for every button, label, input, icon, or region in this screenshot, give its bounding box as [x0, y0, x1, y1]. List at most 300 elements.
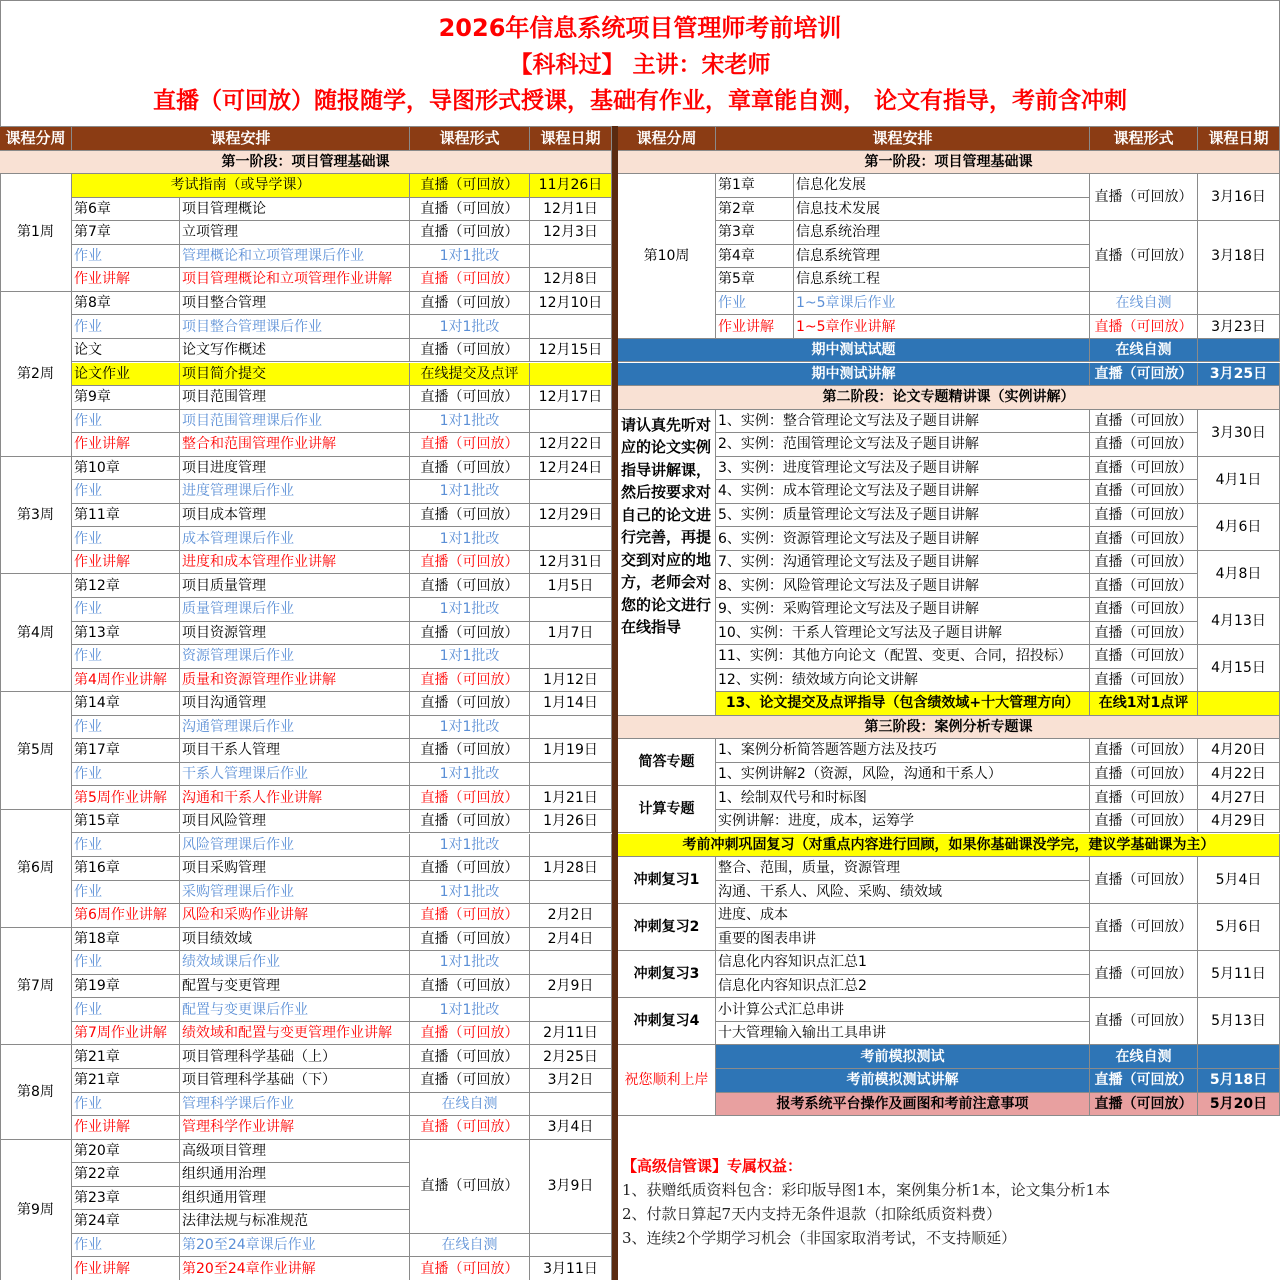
chapter-label: 第2章: [716, 198, 794, 222]
final-title: 报考系统平台操作及画图和考前注意事项: [716, 1093, 1090, 1117]
lesson-format: 在线自测: [1090, 292, 1198, 316]
lesson-format: 1对1批改: [410, 951, 530, 975]
lesson-date: 12月1日: [530, 198, 612, 222]
sprint-item: 沟通、干系人、风险、采购、绩效域: [716, 881, 1090, 905]
lesson-title: 成本管理课后作业: [180, 527, 410, 551]
lesson-title: 采购管理课后作业: [180, 881, 410, 905]
benefit-item: 1、获赠纸质资料包含：彩印版导图1本，案例集分析1本，论文集分析1本: [622, 1181, 1111, 1199]
essay-date: 4月1日: [1198, 457, 1280, 504]
lesson-title: 进度管理课后作业: [180, 480, 410, 504]
case-title: 1、案例分析简答题答题方法及技巧: [716, 739, 1090, 763]
week-label: 第9周: [0, 1140, 72, 1280]
lesson-date: 12月22日: [530, 433, 612, 457]
lesson-date: [530, 951, 612, 975]
lesson-date: 3月16日: [1198, 174, 1280, 221]
essay-format: 直播（可回放）: [1090, 480, 1198, 504]
lesson-date: 1月26日: [530, 810, 612, 834]
lesson-format: 1对1批改: [410, 480, 530, 504]
week-label: 第2周: [0, 292, 72, 457]
chapter-label: 作业: [72, 598, 180, 622]
final-date: 5月18日: [1198, 1069, 1280, 1093]
case-format: 直播（可回放）: [1090, 810, 1198, 834]
lesson-date: [530, 1093, 612, 1117]
sprint-item: 信息化内容知识点汇总2: [716, 975, 1090, 999]
benefit-item: 3、连续2个学期学习机会（非国家取消考试，不支持顺延）: [622, 1229, 1017, 1247]
sprint-date: 5月6日: [1198, 904, 1280, 951]
midterm-title: 期中测试讲解: [618, 363, 1090, 387]
chapter-label: 第23章: [72, 1187, 180, 1211]
lesson-format: 直播（可回放）: [1090, 221, 1198, 292]
lesson-format: 1对1批改: [410, 315, 530, 339]
chapter-label: 第17章: [72, 739, 180, 763]
lesson-title: 项目整合管理课后作业: [180, 315, 410, 339]
lesson-format: 直播（可回放）: [410, 1140, 530, 1234]
chapter-label: 作业: [72, 998, 180, 1022]
page-title: 2026年信息系统项目管理师考前培训: [438, 14, 842, 42]
lesson-format: 直播（可回放）: [410, 433, 530, 457]
lesson-date: 2月4日: [530, 928, 612, 952]
lesson-date: [530, 716, 612, 740]
sprint-format: 直播（可回放）: [1090, 857, 1198, 904]
case-title: 实例讲解：进度，成本，运筹学: [716, 810, 1090, 834]
lesson-date: 3月2日: [530, 1069, 612, 1093]
midterm-format: 直播（可回放）: [1090, 363, 1198, 387]
essay-date: 4月8日: [1198, 551, 1280, 598]
chapter-label: 第4章: [716, 245, 794, 269]
essay-date: 4月6日: [1198, 504, 1280, 551]
chapter-label: 作业讲解: [716, 315, 794, 339]
chapter-label: 作业: [72, 410, 180, 434]
chapter-label: 作业: [72, 1093, 180, 1117]
case-date: 4月20日: [1198, 739, 1280, 763]
lesson-format: 直播（可回放）: [410, 1045, 530, 1069]
lesson-title: 项目质量管理: [180, 574, 410, 598]
case-group-label: 简答专题: [618, 739, 716, 786]
week-label: 第5周: [0, 692, 72, 810]
lesson-format: 直播（可回放）: [410, 1116, 530, 1140]
lesson-format: 直播（可回放）: [410, 339, 530, 363]
final-format: 直播（可回放）: [1090, 1093, 1198, 1117]
page-tagline: 直播（可回放）随报随学，导图形式授课，基础有作业，章章能自测， 论文有指导，考前含冲刺: [152, 88, 1127, 114]
case-date: 4月29日: [1198, 810, 1280, 834]
essay-date: 4月15日: [1198, 645, 1280, 692]
lesson-format: 直播（可回放）: [410, 692, 530, 716]
lesson-title: 考试指南（或导学课）: [72, 174, 410, 198]
column-header-week: 课程分周: [618, 127, 716, 151]
midterm-date: [1198, 339, 1280, 363]
lesson-format: 1对1批改: [410, 998, 530, 1022]
chapter-label: 作业: [72, 245, 180, 269]
lesson-title: 信息系统工程: [794, 268, 1090, 292]
sprint-label: 冲刺复习4: [618, 998, 716, 1045]
lesson-title: 项目简介提交: [180, 363, 410, 387]
lesson-title: 质量管理课后作业: [180, 598, 410, 622]
lesson-date: [530, 245, 612, 269]
essay-format: 在线1对1点评: [1090, 692, 1198, 716]
chapter-label: 作业: [716, 292, 794, 316]
chapter-label: 第6周作业讲解: [72, 904, 180, 928]
lesson-date: 1月14日: [530, 692, 612, 716]
final-title: 考前模拟测试: [716, 1045, 1090, 1069]
essay-format: 直播（可回放）: [1090, 457, 1198, 481]
lesson-title: 信息化发展: [794, 174, 1090, 198]
week-label: 第6周: [0, 810, 72, 928]
chapter-label: 第16章: [72, 857, 180, 881]
chapter-label: 论文: [72, 339, 180, 363]
chapter-label: 作业: [72, 480, 180, 504]
lesson-format: 1对1批改: [410, 716, 530, 740]
essay-date: 3月30日: [1198, 410, 1280, 457]
case-title: 1、实例讲解2（资源，风险，沟通和干系人）: [716, 763, 1090, 787]
stage-title: 第三阶段：案例分析专题课: [618, 716, 1280, 740]
lesson-title: 绩效域课后作业: [180, 951, 410, 975]
chapter-label: 第15章: [72, 810, 180, 834]
lesson-title: 信息技术发展: [794, 198, 1090, 222]
lesson-title: 1~5章作业讲解: [794, 315, 1090, 339]
column-header-format: 课程形式: [410, 127, 530, 151]
week-label: 第10周: [618, 174, 716, 339]
sprint-item: 重要的图表串讲: [716, 928, 1090, 952]
lesson-format: 直播（可回放）: [410, 574, 530, 598]
essay-title: 3、实例：进度管理论文写法及子题目讲解: [716, 457, 1090, 481]
essay-title: 7、实例：沟通管理论文写法及子题目讲解: [716, 551, 1090, 575]
sprint-item: 整合、范围，质量，资源管理: [716, 857, 1090, 881]
lesson-title: 第20至24章作业讲解: [180, 1257, 410, 1280]
essay-title: 1、实例：整合管理论文写法及子题目讲解: [716, 410, 1090, 434]
lesson-date: [530, 480, 612, 504]
lesson-format: 直播（可回放）: [410, 857, 530, 881]
chapter-label: 第18章: [72, 928, 180, 952]
lesson-date: 12月31日: [530, 551, 612, 575]
essay-title: 4、实例：成本管理论文写法及子题目讲解: [716, 480, 1090, 504]
chapter-label: 作业: [72, 527, 180, 551]
lesson-date: 1月7日: [530, 622, 612, 646]
benefit-item: 2、付款日算起7天内支持无条件退款（扣除纸质资料费）: [622, 1205, 1002, 1223]
lesson-title: 第20至24章课后作业: [180, 1234, 410, 1258]
lesson-date: [530, 998, 612, 1022]
lesson-format: 1对1批改: [410, 598, 530, 622]
lesson-date: 3月9日: [530, 1140, 612, 1234]
lesson-title: 风险和采购作业讲解: [180, 904, 410, 928]
essay-title: 11、实例：其他方向论文（配置、变更、合同，招投标）: [716, 645, 1090, 669]
lesson-format: 直播（可回放）: [410, 928, 530, 952]
lesson-title: 管理科学课后作业: [180, 1093, 410, 1117]
chapter-label: 第4周作业讲解: [72, 669, 180, 693]
benefits-box: [622, 1154, 1272, 1250]
lesson-title: 项目管理科学基础（上）: [180, 1045, 410, 1069]
essay-format: 直播（可回放）: [1090, 645, 1198, 669]
midterm-date: 3月25日: [1198, 363, 1280, 387]
benefits-title: 【高级信管课】专属权益：: [622, 1157, 803, 1175]
chapter-label: 第10章: [72, 457, 180, 481]
lesson-format: 1对1批改: [410, 245, 530, 269]
lesson-date: 12月8日: [530, 268, 612, 292]
lesson-title: 项目管理概论和立项管理作业讲解: [180, 268, 410, 292]
lesson-date: 11月26日: [530, 174, 612, 198]
sprint-format: 直播（可回放）: [1090, 951, 1198, 998]
lesson-title: 项目整合管理: [180, 292, 410, 316]
lesson-title: 干系人管理课后作业: [180, 763, 410, 787]
lesson-title: 信息系统管理: [794, 245, 1090, 269]
lesson-date: 12月17日: [530, 386, 612, 410]
lesson-title: 管理概论和立项管理课后作业: [180, 245, 410, 269]
lesson-date: 3月11日: [530, 1257, 612, 1280]
case-format: 直播（可回放）: [1090, 739, 1198, 763]
lesson-format: 直播（可回放）: [410, 904, 530, 928]
chapter-label: 第21章: [72, 1069, 180, 1093]
lesson-title: 项目绩效域: [180, 928, 410, 952]
lesson-date: 1月5日: [530, 574, 612, 598]
essay-format: 直播（可回放）: [1090, 410, 1198, 434]
lesson-date: 12月24日: [530, 457, 612, 481]
lesson-date: 12月15日: [530, 339, 612, 363]
chapter-label: 第11章: [72, 504, 180, 528]
lesson-format: 在线自测: [410, 1093, 530, 1117]
essay-title: 10、实例：干系人管理论文写法及子题目讲解: [716, 622, 1090, 646]
lesson-date: 1月21日: [530, 786, 612, 810]
lesson-title: 法律法规与标准规范: [180, 1210, 410, 1234]
lesson-title: 项目沟通管理: [180, 692, 410, 716]
lesson-title: 项目范围管理课后作业: [180, 410, 410, 434]
lesson-title: 配置与变更管理: [180, 975, 410, 999]
essay-format: 直播（可回放）: [1090, 504, 1198, 528]
sprint-item: 信息化内容知识点汇总1: [716, 951, 1090, 975]
week-label: 第4周: [0, 574, 72, 692]
chapter-label: 作业讲解: [72, 551, 180, 575]
essay-format: 直播（可回放）: [1090, 551, 1198, 575]
lesson-format: 1对1批改: [410, 645, 530, 669]
lesson-title: 项目采购管理: [180, 857, 410, 881]
lesson-title: 项目干系人管理: [180, 739, 410, 763]
essay-format: 直播（可回放）: [1090, 598, 1198, 622]
final-date: 5月20日: [1198, 1093, 1280, 1117]
chapter-label: 第12章: [72, 574, 180, 598]
lesson-title: 项目范围管理: [180, 386, 410, 410]
lesson-format: 1对1批改: [410, 410, 530, 434]
lesson-format: 直播（可回放）: [410, 669, 530, 693]
sprint-item: 十大管理输入输出工具串讲: [716, 1022, 1090, 1046]
chapter-label: 第6章: [72, 198, 180, 222]
case-date: 4月22日: [1198, 763, 1280, 787]
lesson-title: 1~5章课后作业: [794, 292, 1090, 316]
essay-format: 直播（可回放）: [1090, 527, 1198, 551]
chapter-label: 第8章: [72, 292, 180, 316]
case-date: 4月27日: [1198, 786, 1280, 810]
stage-title: 第二阶段：论文专题精讲课（实例讲解）: [618, 386, 1280, 410]
lesson-date: 2月2日: [530, 904, 612, 928]
chapter-label: 第1章: [716, 174, 794, 198]
stage-title: 第一阶段：项目管理基础课: [0, 151, 612, 175]
chapter-label: 第20章: [72, 1140, 180, 1164]
lesson-title: 整合和范围管理作业讲解: [180, 433, 410, 457]
essay-title: 6、实例：资源管理论文写法及子题目讲解: [716, 527, 1090, 551]
lesson-format: 直播（可回放）: [410, 504, 530, 528]
case-title: 1、绘制双代号和时标图: [716, 786, 1090, 810]
lesson-date: 1月28日: [530, 857, 612, 881]
lesson-date: 3月23日: [1198, 315, 1280, 339]
lesson-date: 3月4日: [530, 1116, 612, 1140]
lesson-format: 直播（可回放）: [410, 221, 530, 245]
lesson-date: 1月19日: [530, 739, 612, 763]
chapter-label: 第5周作业讲解: [72, 786, 180, 810]
final-format: 直播（可回放）: [1090, 1069, 1198, 1093]
lesson-title: 沟通和干系人作业讲解: [180, 786, 410, 810]
lesson-format: 直播（可回放）: [410, 386, 530, 410]
lesson-date: 2月11日: [530, 1022, 612, 1046]
lesson-date: [530, 598, 612, 622]
lesson-date: [530, 881, 612, 905]
chapter-label: 第14章: [72, 692, 180, 716]
case-format: 直播（可回放）: [1090, 763, 1198, 787]
lesson-date: 12月3日: [530, 221, 612, 245]
column-header-date: 课程日期: [530, 127, 612, 151]
chapter-label: 第9章: [72, 386, 180, 410]
lesson-date: [530, 834, 612, 858]
essay-format: 直播（可回放）: [1090, 669, 1198, 693]
chapter-label: 第13章: [72, 622, 180, 646]
chapter-label: 作业讲解: [72, 433, 180, 457]
midterm-format: 在线自测: [1090, 339, 1198, 363]
chapter-label: 第24章: [72, 1210, 180, 1234]
lesson-title: 项目管理概论: [180, 198, 410, 222]
sprint-format: 直播（可回放）: [1090, 998, 1198, 1045]
lesson-format: 直播（可回放）: [1090, 174, 1198, 221]
lesson-title: 沟通管理课后作业: [180, 716, 410, 740]
chapter-label: 作业: [72, 834, 180, 858]
final-title: 考前模拟测试讲解: [716, 1069, 1090, 1093]
essay-date: 4月13日: [1198, 598, 1280, 645]
lesson-date: [530, 410, 612, 434]
lesson-title: 组织通用管理: [180, 1187, 410, 1211]
lesson-title: 进度和成本管理作业讲解: [180, 551, 410, 575]
lesson-format: 1对1批改: [410, 527, 530, 551]
chapter-label: 作业讲解: [72, 1257, 180, 1280]
lesson-date: [530, 527, 612, 551]
sprint-title: 考前冲刺巩固复习（对重点内容进行回顾，如果你基础课没学完，建议学基础课为主）: [618, 834, 1280, 858]
lesson-format: 在线自测: [410, 1234, 530, 1258]
chapter-label: 作业: [72, 763, 180, 787]
chapter-label: 作业: [72, 1234, 180, 1258]
essay-format: 直播（可回放）: [1090, 433, 1198, 457]
page-subtitle: 【科科过】 主讲：宋老师: [509, 52, 771, 78]
lesson-format: 直播（可回放）: [410, 786, 530, 810]
lesson-format: 直播（可回放）: [410, 739, 530, 763]
lesson-format: 直播（可回放）: [410, 551, 530, 575]
lesson-title: 组织通用治理: [180, 1163, 410, 1187]
lesson-date: [530, 645, 612, 669]
essay-date: [1198, 692, 1280, 716]
lesson-title: 高级项目管理: [180, 1140, 410, 1164]
chapter-label: 作业: [72, 881, 180, 905]
case-group-label: 计算专题: [618, 786, 716, 833]
essay-title: 5、实例：质量管理论文写法及子题目讲解: [716, 504, 1090, 528]
case-format: 直播（可回放）: [1090, 786, 1198, 810]
chapter-label: 作业讲解: [72, 1116, 180, 1140]
column-header-format: 课程形式: [1090, 127, 1198, 151]
week-label: 第1周: [0, 174, 72, 292]
week-label: 第7周: [0, 928, 72, 1046]
lesson-title: 绩效域和配置与变更管理作业讲解: [180, 1022, 410, 1046]
lesson-date: 2月9日: [530, 975, 612, 999]
essay-format: 直播（可回放）: [1090, 622, 1198, 646]
sprint-format: 直播（可回放）: [1090, 904, 1198, 951]
lesson-title: 项目资源管理: [180, 622, 410, 646]
sprint-label: 冲刺复习3: [618, 951, 716, 998]
lesson-format: 1对1批改: [410, 763, 530, 787]
lesson-format: 直播（可回放）: [410, 457, 530, 481]
lesson-date: [530, 763, 612, 787]
sprint-date: 5月13日: [1198, 998, 1280, 1045]
lesson-title: 项目进度管理: [180, 457, 410, 481]
final-format: 在线自测: [1090, 1045, 1198, 1069]
lesson-date: 12月29日: [530, 504, 612, 528]
lesson-title: 论文写作概述: [180, 339, 410, 363]
lesson-title: 立项管理: [180, 221, 410, 245]
lesson-format: 在线提交及点评: [410, 363, 530, 387]
lesson-date: [1198, 292, 1280, 316]
column-header-week: 课程分周: [0, 127, 72, 151]
chapter-label: 作业: [72, 716, 180, 740]
week-label: 第3周: [0, 457, 72, 575]
week-label: 第8周: [0, 1045, 72, 1139]
lesson-title: 资源管理课后作业: [180, 645, 410, 669]
chapter-label: 第19章: [72, 975, 180, 999]
chapter-label: 第22章: [72, 1163, 180, 1187]
lesson-format: 1对1批改: [410, 881, 530, 905]
sprint-item: 进度、成本: [716, 904, 1090, 928]
final-date: [1198, 1045, 1280, 1069]
lesson-date: 3月18日: [1198, 221, 1280, 292]
sprint-date: 5月4日: [1198, 857, 1280, 904]
lesson-format: 直播（可回放）: [410, 1069, 530, 1093]
essay-title: 2、实例：范围管理论文写法及子题目讲解: [716, 433, 1090, 457]
lesson-title: 风险管理课后作业: [180, 834, 410, 858]
chapter-label: 作业: [72, 951, 180, 975]
lesson-date: 1月12日: [530, 669, 612, 693]
sprint-label: 冲刺复习1: [618, 857, 716, 904]
lesson-title: 配置与变更课后作业: [180, 998, 410, 1022]
essay-title: 9、实例：采购管理论文写法及子题目讲解: [716, 598, 1090, 622]
essay-title: 12、实例：绩效域方向论文讲解: [716, 669, 1090, 693]
lesson-format: 直播（可回放）: [410, 268, 530, 292]
lesson-date: [530, 315, 612, 339]
essay-title: 8、实例：风险管理论文写法及子题目讲解: [716, 574, 1090, 598]
chapter-label: 第21章: [72, 1045, 180, 1069]
chapter-label: 第7章: [72, 221, 180, 245]
chapter-label: 第7周作业讲解: [72, 1022, 180, 1046]
chapter-label: 第5章: [716, 268, 794, 292]
column-header-content: 课程安排: [716, 127, 1090, 151]
sprint-label: 冲刺复习2: [618, 904, 716, 951]
lesson-format: 直播（可回放）: [410, 1022, 530, 1046]
page-header: [0, 0, 1280, 126]
essay-format: 直播（可回放）: [1090, 574, 1198, 598]
midterm-title: 期中测试试题: [618, 339, 1090, 363]
lesson-format: 直播（可回放）: [410, 198, 530, 222]
lesson-title: 质量和资源管理作业讲解: [180, 669, 410, 693]
column-header-content: 课程安排: [72, 127, 410, 151]
essay-instructions: 请认真先听对应的论文实例指导讲解课，然后按要求对自己的论文进行完善，再提交到对应的地方，老师会对您的论文进行在线指导: [618, 410, 716, 716]
lesson-title: 项目风险管理: [180, 810, 410, 834]
lesson-date: [530, 1234, 612, 1258]
lesson-date: 2月25日: [530, 1045, 612, 1069]
lesson-format: 直播（可回放）: [1090, 315, 1198, 339]
chapter-label: 论文作业: [72, 363, 180, 387]
lesson-title: 项目管理科学基础（下）: [180, 1069, 410, 1093]
chapter-label: 作业: [72, 315, 180, 339]
chapter-label: 作业: [72, 645, 180, 669]
essay-title: 13、论文提交及点评指导（包含绩效域+十大管理方向）: [716, 692, 1090, 716]
